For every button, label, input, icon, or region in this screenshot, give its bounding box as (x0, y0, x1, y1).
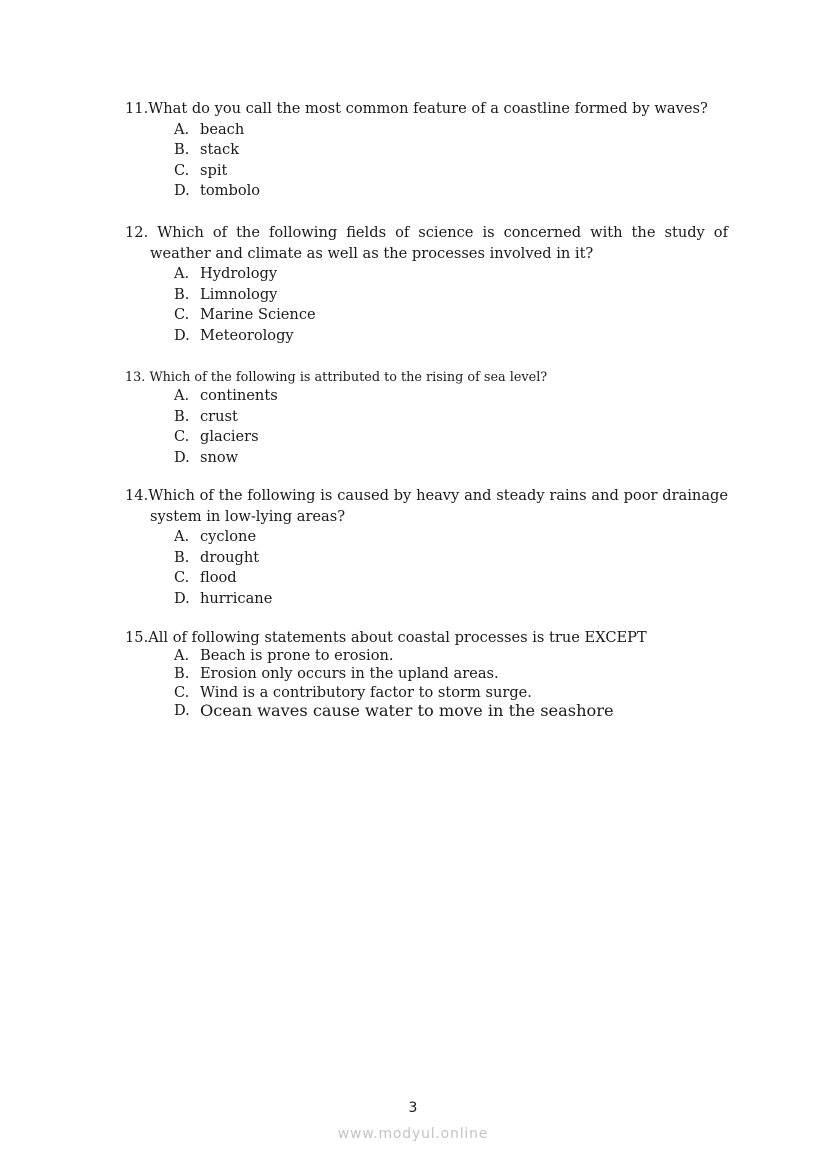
choice-text: continents (200, 387, 278, 404)
choice-letter: A. (174, 120, 190, 138)
choice-text: crust (200, 407, 238, 425)
choice-14-d (174, 589, 728, 610)
choice-letter: C. (174, 428, 190, 446)
choice-letter: C. (174, 161, 190, 179)
question-11 (125, 99, 728, 202)
question-13 (125, 369, 728, 468)
choice-text: flood (200, 569, 237, 587)
choice-text: Beach is prone to erosion. (200, 647, 394, 664)
question-number: 15. (125, 629, 149, 646)
choice-13-c (174, 427, 728, 448)
choice-letter: A. (174, 647, 190, 664)
choice-14-b (174, 548, 728, 569)
choice-text: Marine Science (200, 306, 316, 324)
choice-letter: D. (174, 182, 190, 200)
question-number: 14. (125, 487, 149, 504)
choice-text: Wind is a contributory factor to storm surge. (200, 683, 532, 701)
question-12 (125, 223, 728, 346)
choice-text: stack (200, 141, 240, 159)
choice-letter: D. (174, 448, 190, 466)
choice-letter: A. (174, 265, 190, 282)
choice-text: spit (200, 161, 228, 179)
choice-text: tombolo (200, 182, 261, 200)
question-14 (125, 486, 728, 609)
choice-text: Hydrology (200, 265, 278, 282)
choice-text: glaciers (200, 428, 259, 446)
choice-15-b (174, 665, 728, 683)
choice-13-d (174, 448, 728, 469)
choice-list (125, 386, 728, 468)
question-text: Which of the following fields of science is concerned with the study of weather and climate as well as the processes involved in it? (150, 224, 728, 262)
choice-text: cyclone (200, 528, 257, 545)
choice-list (125, 120, 728, 202)
question-number: 12. (125, 224, 149, 241)
choice-13-b (174, 407, 728, 428)
choice-text: Meteorology (200, 326, 294, 344)
choice-text: beach (200, 120, 245, 138)
choice-15-c (174, 684, 728, 702)
choice-text: Ocean waves cause water to move in the seashore (200, 700, 614, 720)
choice-letter: C. (174, 569, 190, 587)
question-text: All of following statements about coastal processes is true EXCEPT (148, 629, 647, 646)
question-12-stem (125, 223, 728, 264)
choice-letter: B. (174, 285, 190, 303)
choice-15-d (174, 702, 728, 720)
choice-text: drought (200, 548, 260, 566)
page-number: 3 (408, 1100, 418, 1116)
choice-letter: A. (174, 387, 190, 404)
question-15-stem (125, 628, 728, 647)
choice-12-b (174, 285, 728, 306)
choice-text: hurricane (200, 589, 273, 607)
choice-letter: D. (174, 589, 190, 607)
choice-list (125, 647, 728, 720)
choice-14-c (174, 568, 728, 589)
question-text: What do you call the most common feature of a coastline formed by waves? (148, 100, 708, 117)
choice-12-a (174, 264, 728, 285)
choice-letter: A. (174, 528, 190, 545)
question-13-stem (125, 369, 728, 386)
choice-text: snow (200, 448, 239, 466)
choice-letter: D. (174, 701, 190, 719)
choice-13-a (174, 386, 728, 407)
choice-11-a (174, 120, 728, 141)
choice-14-a (174, 527, 728, 548)
choice-letter: D. (174, 326, 190, 344)
watermark-text: www.modyul.online (337, 1126, 489, 1142)
question-number: 13. (125, 370, 146, 385)
question-14-stem (125, 486, 728, 527)
choice-letter: B. (174, 548, 190, 566)
question-15 (125, 628, 728, 720)
choice-letter: B. (174, 665, 190, 683)
choice-12-c (174, 305, 728, 326)
choice-text: Limnology (200, 285, 278, 303)
choice-11-c (174, 161, 728, 182)
choice-text: Erosion only occurs in the upland areas. (200, 665, 499, 683)
choice-letter: C. (174, 306, 190, 324)
choice-letter: B. (174, 141, 190, 159)
choice-15-a (174, 647, 728, 665)
choice-letter: B. (174, 407, 190, 425)
choice-letter: C. (174, 683, 190, 701)
question-text: Which of the following is caused by heavy and steady rains and poor drainage system in low-lying areas? (148, 487, 728, 525)
choice-list (125, 264, 728, 346)
choice-list (125, 527, 728, 609)
choice-11-b (174, 140, 728, 161)
choice-12-d (174, 326, 728, 347)
question-number: 11. (125, 100, 149, 117)
question-text: Which of the following is attributed to the rising of sea level? (149, 370, 548, 385)
question-11-stem (125, 99, 728, 120)
choice-11-d (174, 181, 728, 202)
